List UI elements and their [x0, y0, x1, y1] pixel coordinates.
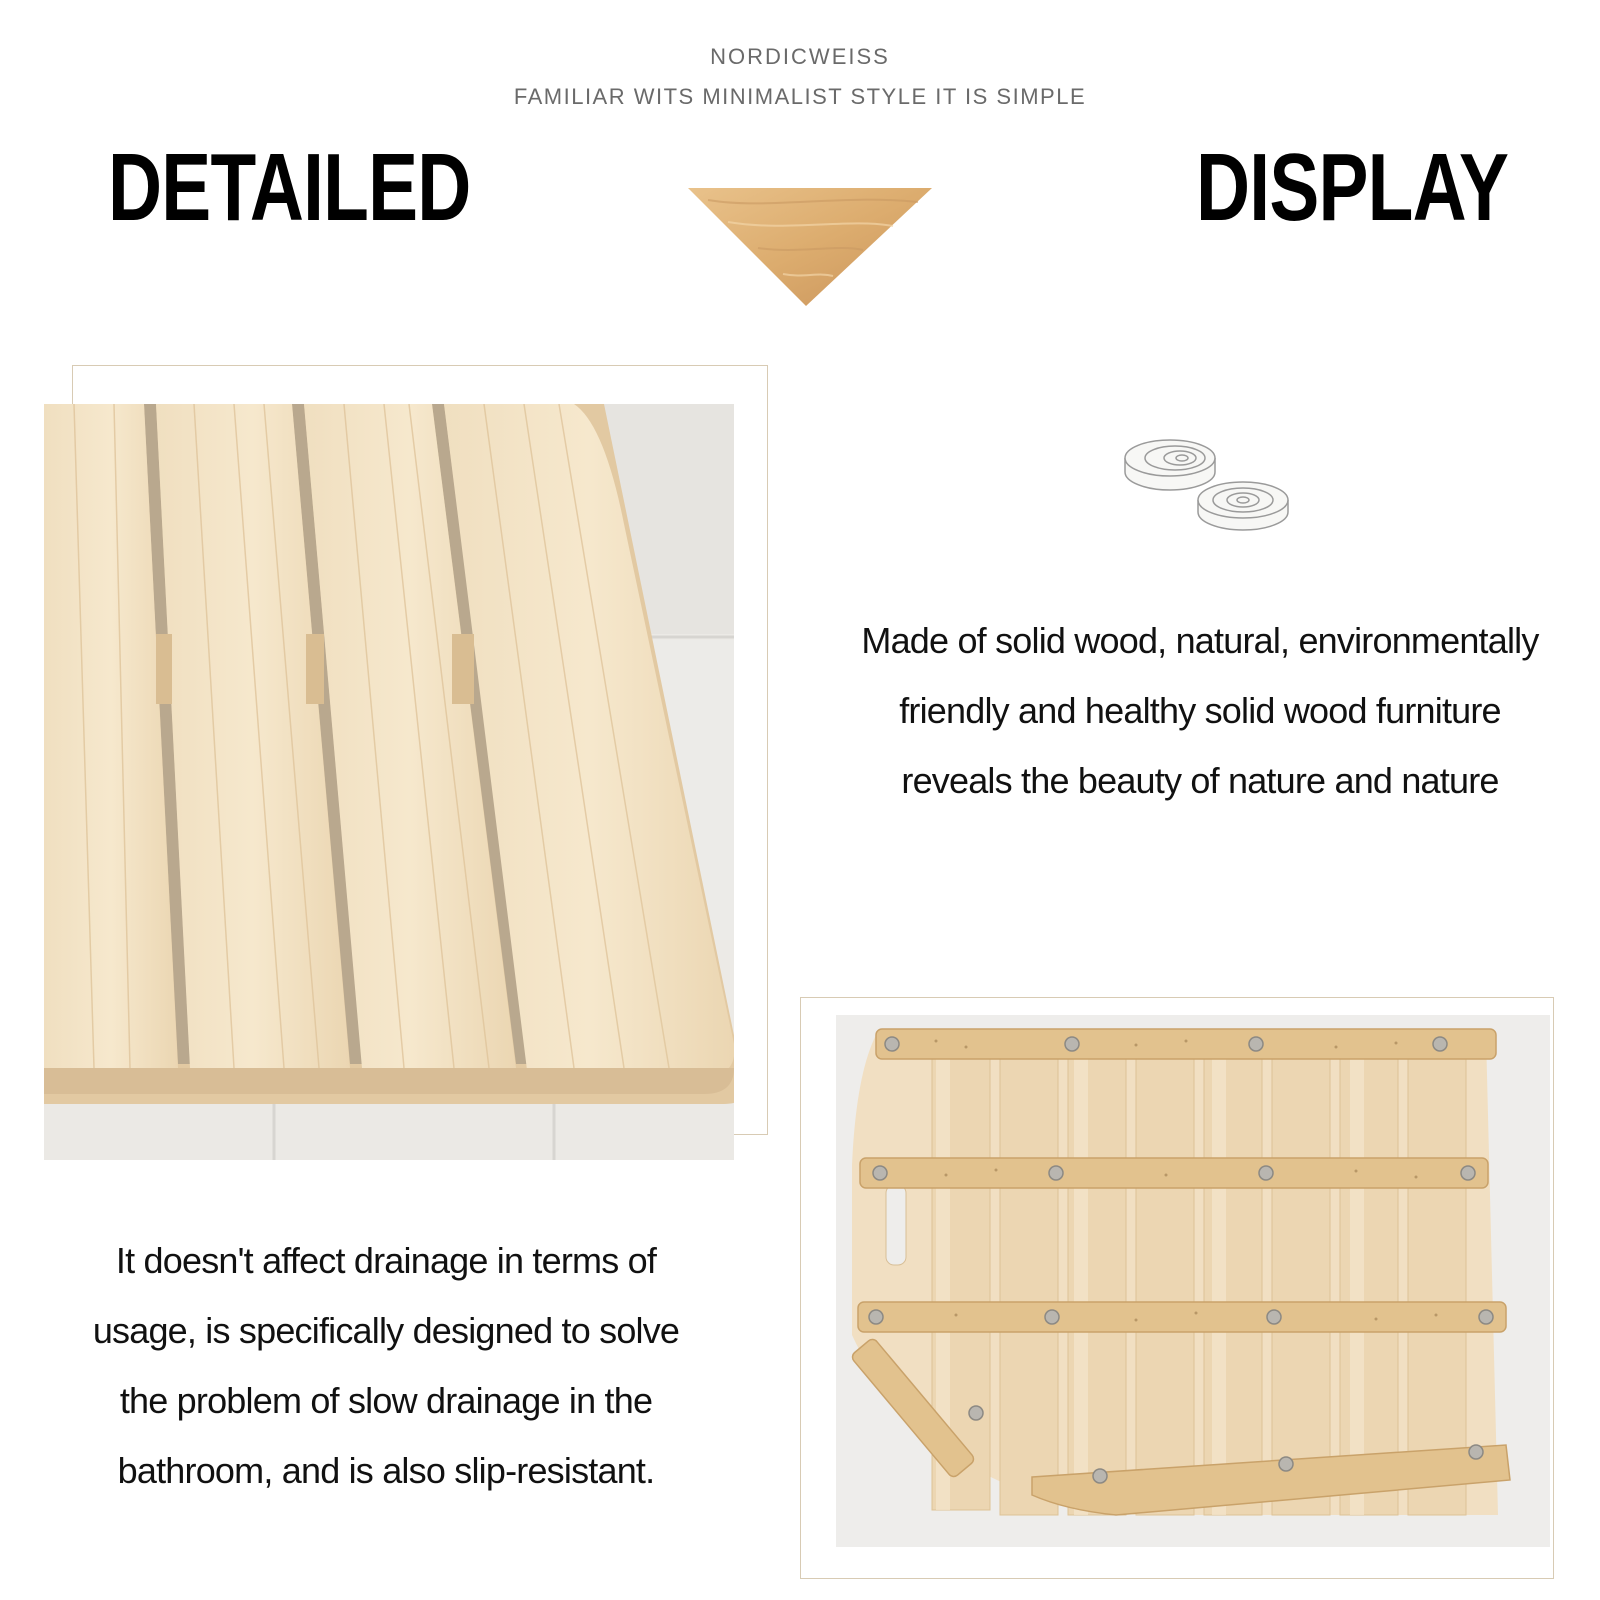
tagline: FAMILIAR WITS MINIMALIST STYLE IT IS SIMPLE: [513, 84, 1087, 109]
brand-name: NORDICWEISS: [710, 44, 890, 69]
description-top-line-2: friendly and healthy solid wood furniture: [899, 690, 1501, 731]
description-bottom: [36, 1226, 736, 1506]
description-top: [800, 606, 1600, 816]
description-bottom-line-2: usage, is specifically designed to solve: [92, 1310, 680, 1351]
slatted-mat-closeup-photo: [44, 404, 734, 1160]
mat-underside-photo: [836, 1015, 1550, 1547]
description-bottom-line-4: bathroom, and is also slip-resistant.: [117, 1450, 655, 1491]
description-top-line-1: Made of solid wood, natural, environmentally: [861, 620, 1539, 661]
description-bottom-line-1: It doesn't affect drainage in terms of: [115, 1240, 657, 1281]
wood-triangle-icon: [688, 188, 932, 308]
description-bottom-line-3: the problem of slow drainage in the: [119, 1380, 653, 1421]
description-top-line-3: reveals the beauty of nature and nature: [901, 760, 1499, 801]
wood-coasters-icon: [1120, 428, 1290, 538]
heading-detailed: DETAILED: [108, 134, 471, 241]
heading-display: DISPLAY: [1196, 134, 1509, 241]
